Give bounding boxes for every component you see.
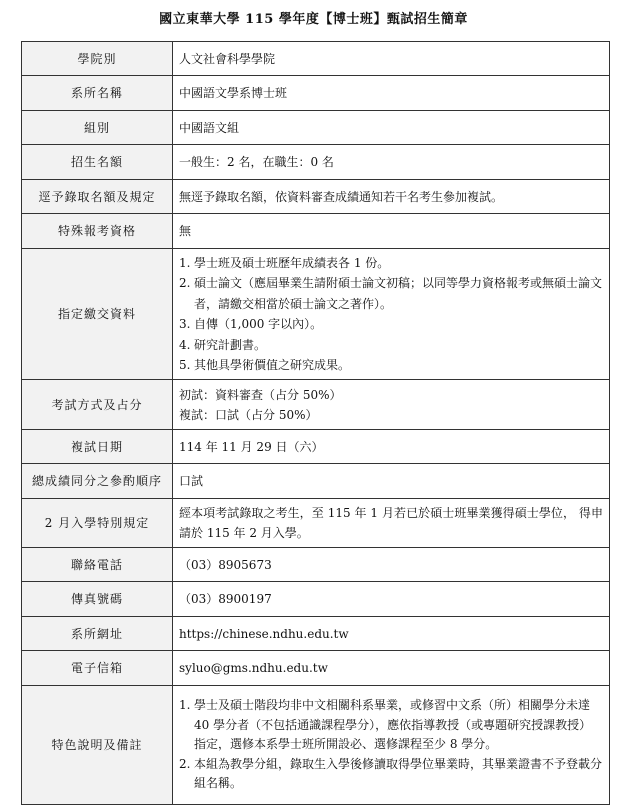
value-notes: [173, 686, 610, 805]
row-quota: [22, 145, 610, 180]
label-february: 2 月入學特別規定: [22, 499, 173, 548]
label-documents: 指定繳交資料: [22, 249, 173, 380]
value-interview-date: 114 年 11 月 29 日（六）: [173, 430, 610, 464]
row-phone: [22, 548, 610, 582]
list-item: 1. 學士班及碩士班歷年成績表各 1 份。: [179, 255, 390, 270]
label-college: 學院別: [22, 42, 173, 76]
value-department: 中國語文學系博士班: [173, 76, 610, 111]
value-tiebreak: 口試: [173, 464, 610, 499]
value-waitlist: 無逕予錄取名額，依資料審查成績通知若干名考生參加複試。: [173, 180, 610, 214]
value-phone: （03）8905673: [173, 548, 610, 582]
row-fax: [22, 582, 610, 617]
row-exam: [22, 380, 610, 430]
admission-table: [21, 41, 610, 805]
label-email: 電子信箱: [22, 651, 173, 686]
list-item: 2. 本組為教學分組，錄取生入學後修讀取得學位畢業時，其畢業證書不予登載分組名稱。: [179, 756, 603, 791]
label-website: 系所網址: [22, 617, 173, 651]
row-interview-date: [22, 430, 610, 464]
label-interview-date: 複試日期: [22, 430, 173, 464]
row-department: [22, 76, 610, 111]
label-tiebreak: 總成績同分之參酌順序: [22, 464, 173, 499]
list-item: 5. 其他具學術價值之研究成果。: [179, 358, 351, 372]
label-eligibility: 特殊報考資格: [22, 214, 173, 249]
documents-list: [179, 253, 603, 376]
row-documents: [22, 249, 610, 380]
row-waitlist: [22, 180, 610, 214]
value-fax: （03）8900197: [173, 582, 610, 617]
row-college: [22, 42, 610, 76]
label-waitlist: 逕予錄取名額及規定: [22, 180, 173, 214]
value-february: 經本項考試錄取之考生，至 115 年 1 月若已於碩士班畢業獲得碩士學位， 得申請於 115 年 2 月入學。: [173, 499, 610, 548]
exam-line-2: 複試：口試（占分 50%）: [179, 407, 318, 422]
value-college: 人文社會科學學院: [173, 42, 610, 76]
value-exam: [173, 380, 610, 430]
list-item: 1. 學士及碩士階段均非中文相關科系畢業，或修習中文系（所）相關學分未達 40 學分者（不包括通識課程學分），應依指導教授（或專題研究授課教授）指定，選修本系學士班所開設必、選修課程至少 8 學分。: [179, 698, 592, 752]
exam-line-1: 初試：資料審查（占分 50%）: [179, 387, 342, 402]
label-quota: 招生名額: [22, 145, 173, 180]
value-website[interactable]: https://chinese.ndhu.edu.tw: [173, 617, 610, 651]
notes-list: [179, 696, 603, 794]
row-email: [22, 651, 610, 686]
row-february: [22, 499, 610, 548]
row-notes: [22, 686, 610, 805]
label-phone: 聯絡電話: [22, 548, 173, 582]
label-exam: 考試方式及占分: [22, 380, 173, 430]
value-documents: [173, 249, 610, 380]
label-group: 組別: [22, 111, 173, 145]
value-email[interactable]: syluo@gms.ndhu.edu.tw: [173, 651, 610, 686]
row-group: [22, 111, 610, 145]
page-title: 國立東華大學 115 學年度【博士班】甄試招生簡章: [159, 12, 468, 27]
value-group: 中國語文組: [173, 111, 610, 145]
list-item: 4. 研究計劃書。: [179, 337, 267, 352]
label-notes: 特色說明及備註: [22, 686, 173, 805]
row-eligibility: [22, 214, 610, 249]
label-department: 系所名稱: [22, 76, 173, 111]
value-quota: 一般生：2 名，在職生：0 名: [173, 145, 610, 180]
list-item: 2. 碩士論文（應屆畢業生請附碩士論文初稿；以同等學力資格報考或無碩士論文者，請繳交相當於碩士論文之著作）。: [179, 276, 603, 311]
row-website: [22, 617, 610, 651]
list-item: 3. 自傳（1,000 字以內）。: [179, 317, 323, 331]
row-tiebreak: [22, 464, 610, 499]
label-fax: 傳真號碼: [22, 582, 173, 617]
value-eligibility: 無: [173, 214, 610, 249]
